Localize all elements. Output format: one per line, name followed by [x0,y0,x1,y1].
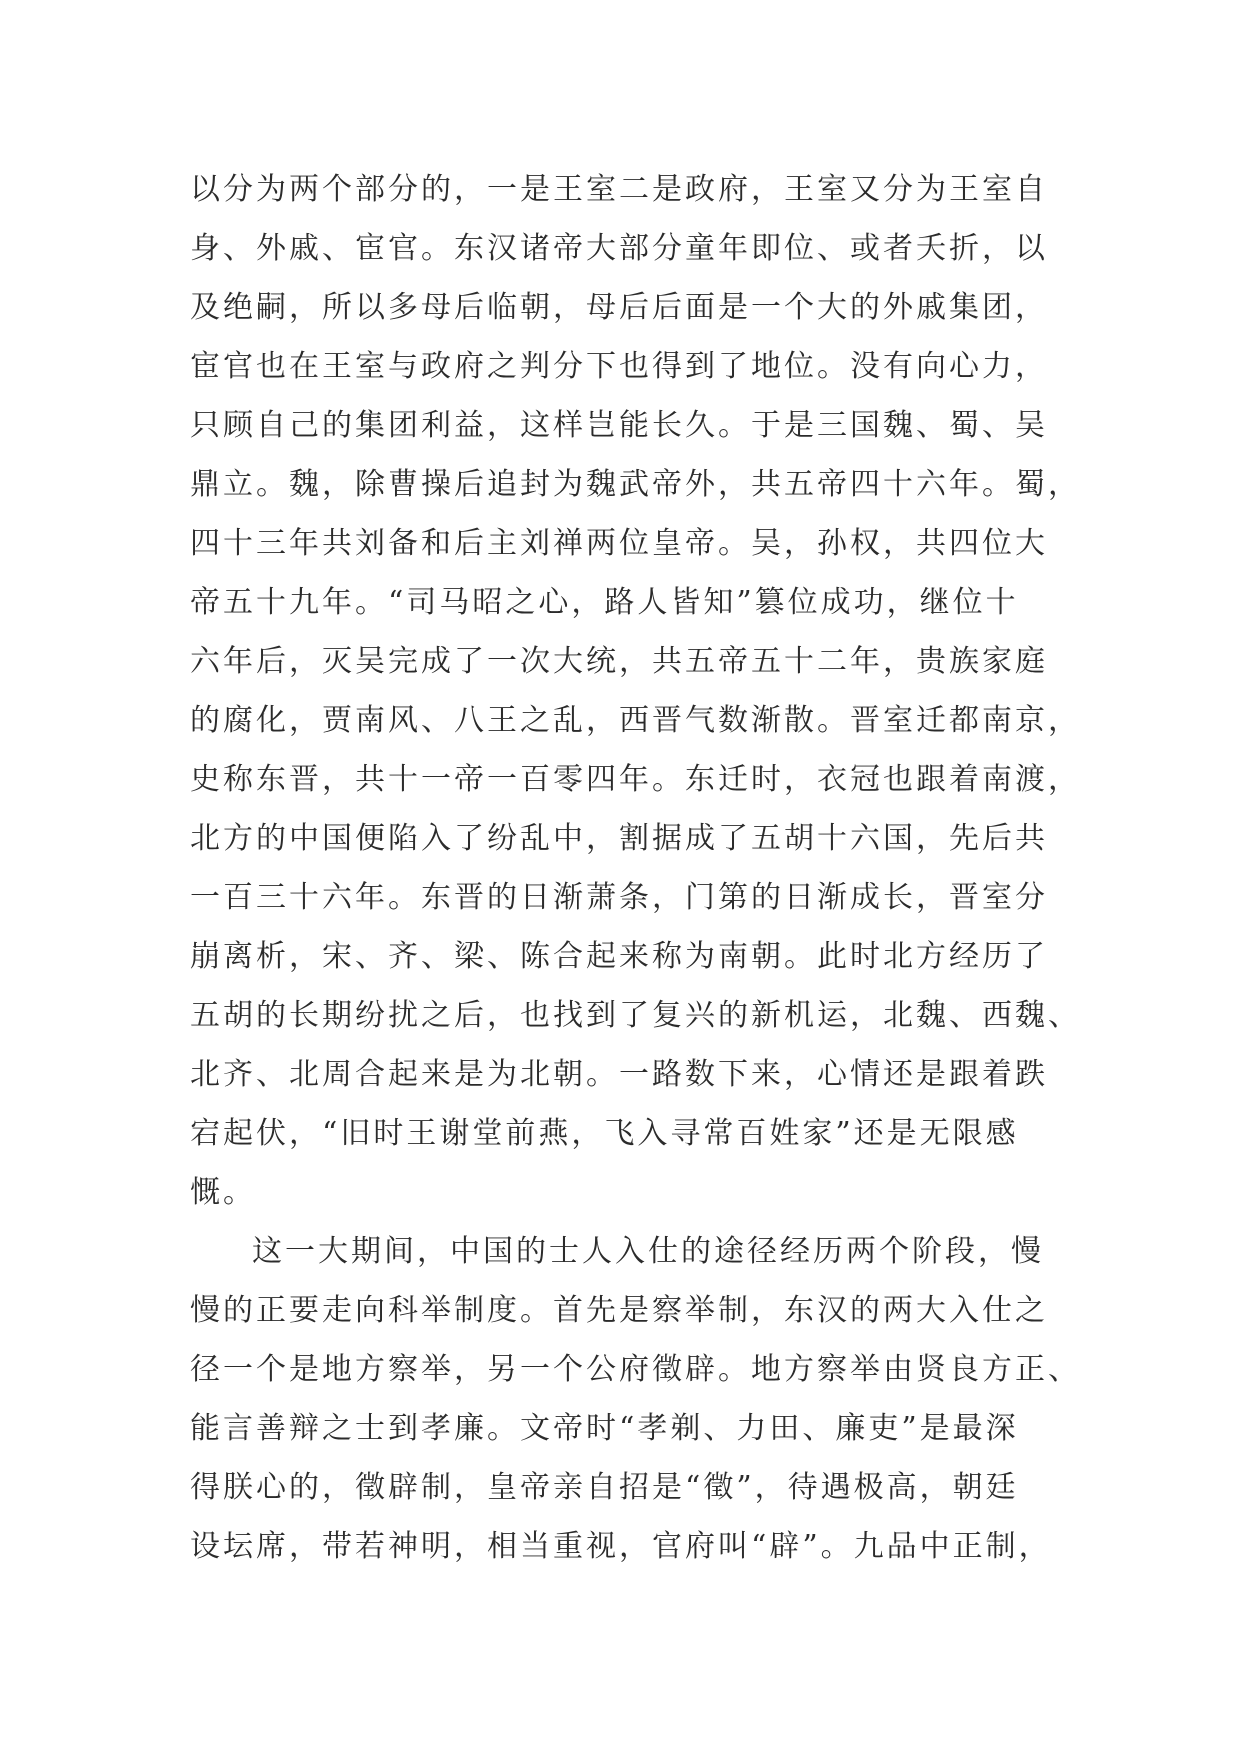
text-line: 崩离析，宋、齐、梁、陈合起来称为南朝。此时北方经历了 [190,939,1048,974]
text-line: 的腐化，贾南风、八王之乱，西晋气数渐散。晋室迁都南京， [190,703,1081,738]
text-line: 四十三年共刘备和后主刘禅两位皇帝。吴，孙权，共四位大 [190,526,1048,561]
text-line: 史称东晋，共十一帝一百零四年。东迁时，衣冠也跟着南渡， [190,762,1081,797]
text-line: 五胡的长期纷扰之后，也找到了复兴的新机运，北魏、西魏、 [190,998,1081,1033]
text-line-indented: 这一大期间，中国的士人入仕的途径经历两个阶段，慢 [252,1234,1044,1269]
text-line: 慢的正要走向科举制度。首先是察举制，东汉的两大入仕之 [190,1293,1048,1328]
text-line: 北齐、北周合起来是为北朝。一路数下来，心情还是跟着跌 [190,1057,1048,1092]
text-line: 径一个是地方察举，另一个公府徵辟。地方察举由贤良方正、 [190,1352,1081,1387]
paragraph-1 [190,160,1081,1222]
text-line: 宕起伏，“旧时王谢堂前燕，飞入寻常百姓家”还是无限感 [190,1116,1019,1151]
text-line: 慨。 [190,1175,256,1210]
text-line: 鼎立。魏，除曹操后追封为魏武帝外，共五帝四十六年。蜀， [190,467,1081,502]
text-line: 帝五十九年。“司马昭之心，路人皆知”篡位成功，继位十 [190,585,1019,620]
text-line: 六年后，灭吴完成了一次大统，共五帝五十二年，贵族家庭 [190,644,1048,679]
text-line: 一百三十六年。东晋的日渐萧条，门第的日渐成长，晋室分 [190,880,1048,915]
text-line: 只顾自己的集团利益，这样岂能长久。于是三国魏、蜀、吴 [190,408,1048,443]
text-line: 能言善辩之士到孝廉。文帝时“孝剃、力田、廉吏”是最深 [190,1411,1019,1446]
text-line: 及绝嗣，所以多母后临朝，母后后面是一个大的外戚集团， [190,290,1048,325]
text-line: 北方的中国便陷入了纷乱中，割据成了五胡十六国，先后共 [190,821,1048,856]
text-line: 以分为两个部分的，一是王室二是政府，王室又分为王室自 [190,172,1048,207]
paragraph-2 [190,1222,1081,1576]
text-line: 宦官也在王室与政府之判分下也得到了地位。没有向心力， [190,349,1048,384]
text-line: 得朕心的，徵辟制，皇帝亲自招是“徵”，待遇极高，朝廷 [190,1470,1019,1505]
text-line: 设坛席，带若神明，相当重视，官府叫“辟”。九品中正制， [190,1529,1052,1564]
text-line: 身、外戚、宦官。东汉诸帝大部分童年即位、或者夭折，以 [190,231,1048,266]
document-body [190,160,1081,1576]
